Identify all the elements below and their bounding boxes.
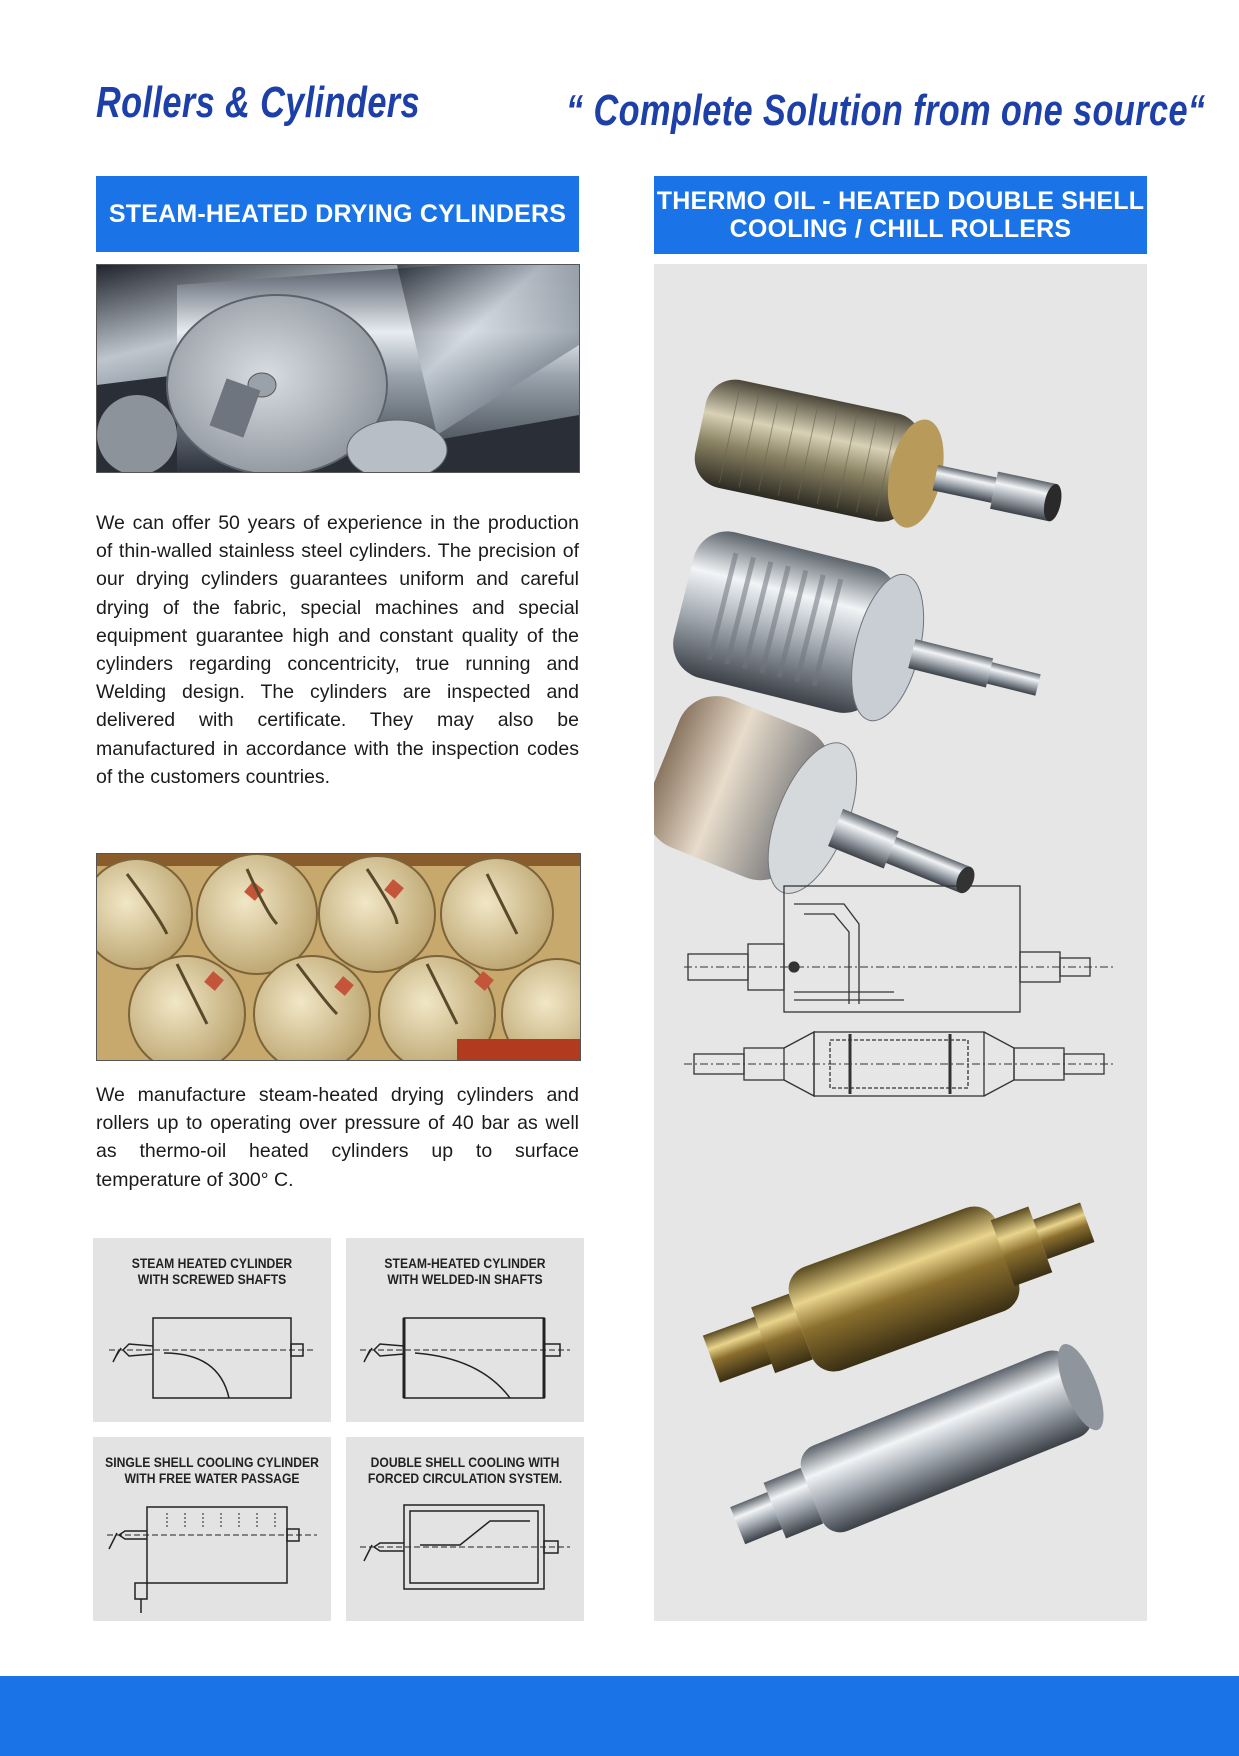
diagram-title-line2: WITH FREE WATER PASSAGE: [124, 1471, 300, 1486]
diagram-title-line2: WITH WELDED-IN SHAFTS: [387, 1272, 543, 1287]
steel-cylinders-photo: [96, 264, 580, 473]
diagram-title-line1: DOUBLE SHELL COOLING WITH: [370, 1455, 560, 1470]
welded-shaft-drawing: [360, 1308, 570, 1408]
diagram-double-shell: [346, 1437, 584, 1621]
chill-rollers-illustrations: [654, 264, 1147, 1621]
right-heading-line1: THERMO OIL - HEATED DOUBLE SHELL: [656, 187, 1145, 215]
screwed-shaft-drawing: [109, 1308, 315, 1408]
capability-paragraph: We manufacture steam-heated drying cylinders and rollers up to operating over pressure of 40 bar as well as thermo-oil heated cylinders up to surface temperature of 300° C.: [96, 1084, 579, 1191]
diagram-title-line2: FORCED CIRCULATION SYSTEM.: [367, 1471, 563, 1486]
right-heading-line2: COOLING / CHILL ROLLERS: [729, 215, 1072, 243]
left-section-heading: STEAM-HEATED DRYING CYLINDERS: [96, 176, 579, 252]
footer-bar: [0, 1676, 1239, 1756]
diagram-screwed-shafts: [93, 1238, 331, 1422]
single-shell-drawing: [107, 1493, 317, 1617]
diagram-welded-shafts: [346, 1238, 584, 1422]
page-slogan: “ Complete Solution from one source“: [566, 86, 1206, 135]
diagram-title-line1: STEAM-HEATED CYLINDER: [384, 1256, 546, 1271]
page-title: Rollers & Cylinders: [96, 78, 421, 127]
double-shell-drawing: [360, 1495, 570, 1605]
diagram-title-line1: STEAM HEATED CYLINDER: [131, 1256, 293, 1271]
diagram-title-line2: WITH SCREWED SHAFTS: [137, 1272, 287, 1287]
diagram-single-shell: [93, 1437, 331, 1621]
drying-cylinders-photo: [96, 853, 581, 1061]
diagram-title-line1: SINGLE SHELL COOLING CYLINDER: [105, 1455, 319, 1470]
chill-rollers-panel: [654, 264, 1147, 1621]
right-section-heading: [654, 176, 1147, 254]
intro-paragraph: We can offer 50 years of experience in the production of thin-walled stainless steel cylinders. The precision of our drying cylinders guarantees uniform and careful drying of the fabric, special machines and special equipment guarantee high and constant quality of the cylinders regarding concentricity, true running and Welding design. The cylinders are inspected and delivered with certificate. They may also be manufactured in accordance with the inspection codes of the customers countries.: [96, 512, 579, 788]
